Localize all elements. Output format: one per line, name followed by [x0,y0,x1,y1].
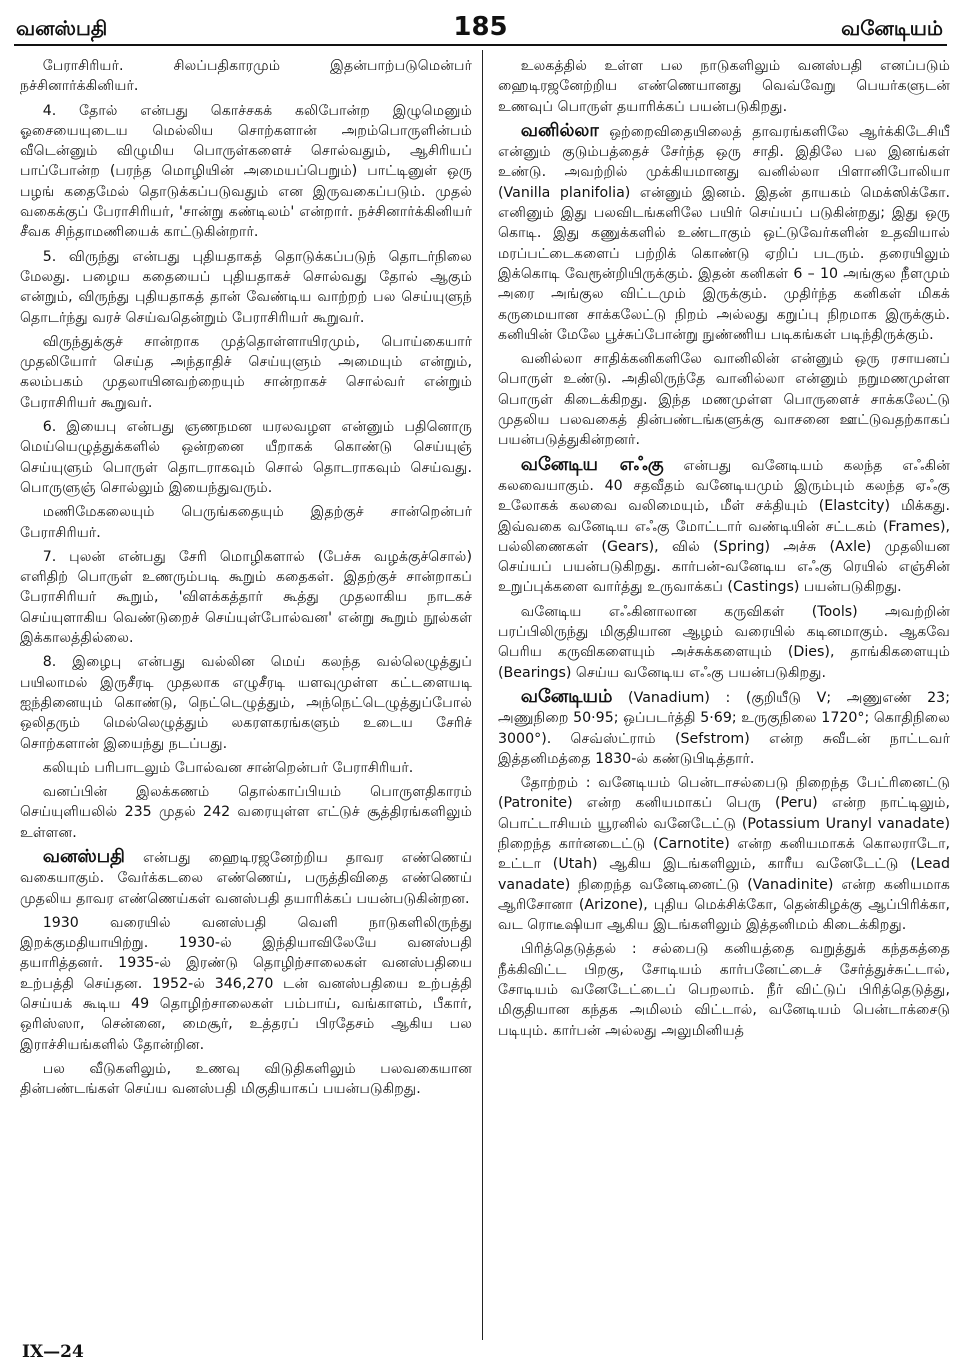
paragraph-text: என்பது ஹைடிரஜனேற்றிய தாவர எண்ணெய் வகையாகும். வேர்க்கடலை எண்ணெய், பருத்திவிதை எண்ணெய் முதலிய தாவர எண்ணெய்கள் வனஸ்பதி தயாரிக்கப் பயன்படுகின்றன. [20,849,472,907]
paragraph [498,349,950,450]
entry-headword: வனஸ்பதி [42,845,125,867]
entry-headword: வனேடிய எஃகு [520,453,664,475]
paragraph-text: கலியும் பரிபாடலும் போல்வன சான்றென்பர் பேராசிரியர். [42,759,414,776]
paragraph [20,247,472,328]
left-column [20,56,472,1104]
entry-headword: வனேடியம் [520,685,613,707]
paragraph-text: வனேடிய எஃகினாலான கருவிகள் (Tools) அவற்றின் பரப்பிலிருந்து மிகுதியான ஆழம் வரையில் கடினமாகும். ஆகவே பெரிய கருவிகளையும் அச்சுக்களையும் (Dies), தாங்கிகளையும் (Bearings) செய்ய வனேடிய எஃகு பயன்படுகிறது. [498,603,950,681]
paragraph-text: பேராசிரியர். சிலப்பதிகாரமும் இதன்பாற்படுமென்பர் நச்சினார்க்கினியர். [20,58,472,95]
paragraph [20,56,472,97]
paragraph [20,847,472,909]
paragraph [20,417,472,498]
paragraph-text: என்பது வனேடியம் கலந்த எஃகின் கலவையாகும். 40 சதவீதம் வனேடியமும் இரும்பும் கலந்த ஏஃகு உலோகக் கலவை வலிமையும், மீள் சக்தியும் (Elastcity) மிக்கது. இவ்வகை வனேடிய எஃகு மோட்டார் வண்டியின் சட்டகம் (Frames), பல்லிணைகள் (Gears), வில் (Spring) அச்சு (Axle) முதலியன செய்யப் பயன்படுகிறது. கார்பன்-வனேடிய எஃகு ரெயில் எஞ்சின் உறுப்புக்களை வார்த்து உருவாக்கப் (Castings) பயன்படுகிறது. [498,457,950,596]
column-divider [482,50,483,1340]
paragraph [498,773,950,935]
paragraph-text: பிரித்தெடுத்தல் : சல்பைடு கனியத்தை வறுத்துக் கந்தகத்தை நீக்கிவிட்ட பிறகு, சோடியம் கார்பனேட்டைச் சேர்த்துச்சுட்டால், சோடியம் வனேடேட்டைப் பெறலாம். நீர் விட்டுப் பிரித்தெடுத்து, மிகுதியான கந்தக அமிலம் விட்டால், வனேடியம் பென்டாக்சைடு படியும். கார்பன் அல்லது அலுமினியத் [498,941,950,1039]
paragraph [498,56,950,117]
paragraph [20,913,472,1055]
paragraph [20,332,472,413]
paragraph-text: வனில்லா சாதிக்கனிகளிலே வானிலின் என்னும் ஒரு ரசாயனப் பொருள் உண்டு. அதிலிருந்தே வானில்லா என்னும் நறுமணமுள்ள பொருள் கிடைக்கிறது. இந்த மணமுள்ள பொருளைச் சாக்கலேட்டு முதலிய பலவகைத் தின்பண்டங்களுக்கு வாசனை ஊட்டுவதற்காகப் பயன்படுத்துகின்றனர். [498,351,950,449]
paragraph-text: வனப்பின் இலக்கணம் தொல்காப்பியம் பொருளதிகாரம் செய்யுளியலில் 235 முதல் 242 வரையுள்ள எட்டுச் சூத்திரங்களிலும் உள்ளன. [20,784,472,841]
paragraph-text: 6. இயைபு என்பது ஞணநமன யரலவழள என்னும் பதினொரு மெய்யெழுத்துக்களில் ஒன்றனை யீறாகக் கொண்டு செய்யுஞ் செய்யுளும் பொருள் தொடராகவும் சொல் தொடராகவும் செய்வது. பொருளுஞ் சொல்லும் இயைந்துவரும். [20,419,472,496]
paragraph-text: விருந்துக்குச் சான்றாக முத்தொள்ளாயிரமும், பொய்கையார் முதலியோர் செய்த அந்தாதிச் செய்யுளும் அமையும் என்றும், கலம்பகம் முதலாயினவற்றையும் சான்றாகச் சொல்வர் என்றும் பேராசிரியர் கூறுவர். [20,333,472,411]
paragraph-text: ஒற்றைவிதையிலைத் தாவரங்களிலே ஆர்க்கிடேசியீ என்னும் குடும்பத்தைச் சேர்ந்த ஒரு சாதி. இதிலே பல இனங்கள் உண்டு. அவற்றில் முக்கியமானது வனில்லா பிளானிபோலியா (Vanilla planifolia) என்னும் இனம். இதன் தாயகம் மெக்ஸிக்கோ. எனினும் இது பலவிடங்களிலே பயிர் செய்யப் படுகின்றது; இது ஒரு கொடி. இது கணுக்களில் உண்டாகும் ஒட்டுவேர்களின் உதவியால் மரப்பட்டைகளைப் பற்றிக் கொண்டு ஏறிப் படரும். தரையிலும் இக்கொடி வேரூன்றியிருக்கும். இதன் கனிகள் 6 – 10 அங்குல நீளமும் அரை அங்குல விட்டமும் இருக்கும். முதிர்ந்த கனிகள் மிகக் கருமையான சாக்கலேட்டு நிறம் அல்லது கறுப்பு நிறமாக இருக்கும். கனியின் மேலே பூச்சுப்போன்று நுண்ணிய படிகங்கள் படிந்திருக்கும். [498,123,950,343]
paragraph [498,455,950,598]
paragraph [20,101,472,243]
paragraph [20,782,472,843]
paragraph-text: மணிமேகலையும் பெருங்கதையும் இதற்குச் சான்றென்பர் பேராசிரியர். [20,504,472,541]
paragraph-text: (Vanadium) : (குறியீடு V; அணுஎண் 23; அணுநிறை 50·95; ஒப்படர்த்தி 5·69; உருகுநிலை 1720°; கொதிநிலை 3000°). செவ்ஸ்ட்ராம் (Sefstrom) என்ற சுவீடன் நாட்டவர் இத்தனிமத்தை 1830-ல் கண்டுபிடித்தார். [498,689,950,767]
paragraph [20,547,472,648]
right-column [498,56,950,1045]
paragraph-text: 4. தோல் என்பது கொச்சகக் கலிபோன்ற இழுமெனும் ஓசையையுடைய மெல்லிய சொற்களான் அறம்பொருளின்பம் வீடென்னும் விழுமிய பொருள்களைச் சொல்வதும், ஆசிரியப் பாப்போன்ற (பரந்த மொழியின் அமையப்பெறும்) பாட்டினுள் ஒரு பழங் கதைமேல் தொடுக்கப்படுவதும் என இருவகைப்படும். முதல் வகைக்குப் பேராசிரியர், 'சான்று கண்டிலம்' என்றார். நச்சினார்க்கினியர் சீவக சிந்தாமணியைக் காட்டுகின்றார். [20,102,472,241]
footer-signature: IX—24 [22,1342,84,1362]
paragraph-text: 8. இழைபு என்பது வல்லின மெய் கலந்த வல்லெழுத்துப் பயிலாமல் இருசீரடி முதலாக எழுசீரடி யளவுமுள்ள கட்டளையடி ஐந்தினையும் கொண்டு, நெட்டெழுத்தும், அந்நெட்டெழுத்துப்போல் ஒலிதரும் மெல்லெழுத்தும் லகரளகரங்களும் உடைய சேரிச் சொற்களான் இயைந்து நடப்பது. [20,654,472,752]
paragraph [498,602,950,683]
page-number: 185 [453,12,508,42]
paragraph [498,687,950,769]
paragraph-text: 5. விருந்து என்பது புதியதாகத் தொடுக்கப்படுந் தொடர்நிலை மேலது. பழைய கதையைப் புதியதாகச் சொல்வது தோல் ஆகும் என்றும், விருந்து புதியதாகத் தான் வேண்டிய வாற்றற் பல செய்யுளுந் தொடர்ந்து வரச் செய்வதென்றும் பேராசிரியர் கூறுவர். [20,248,472,326]
paragraph [20,502,472,543]
entry-headword: வனில்லா [520,119,599,141]
paragraph-text: 7. புலன் என்பது சேரி மொழிகளால் (பேச்சு வழக்குச்சொல்) எளிதிற் பொருள் உணரும்படி கூறும் கதைகள். இதற்குச் சான்றாகப் பேராசிரியர் கூறும், 'விளக்கத்தார் கூத்து முதலாகிய நாடகச் செய்யுளாகிய வெண்டுறைச் செய்யுள்போல்வன' என்று கூறும் நூல்கள் இக்காலத்தில்லை. [20,548,472,647]
paragraph-text: தோற்றம் : வனேடியம் பென்டாசல்பைடு நிறைந்த பேட்ரினைட்டு (Patronite) என்ற கனியமாகப் பெரு (Peru) என்ற நாட்டிலும், பொட்டாசியம் யூரனில் வனேடேட்டு (Potassium Uranyl vanadate) நிறைந்த கார்னடைட்டு (Carnotite) என்ற கனியமாகக் கொலராடோ, உட்டா (Utah) ஆகிய இடங்களிலும், காரீய வனேடேட்டு (Lead vanadate) நிறைந்த வனேடினைட்டு (Vanadinite) என்ற கனியமாக ஆரிசோனா (Arizone), புதிய மெக்சிக்கோ, தென்கிழக்கு ஆப்பிரிக்கா, வட ரொடீஷியா ஆகிய இடங்களிலும் இத்தனிமம் கிடைக்கிறது. [498,775,950,934]
paragraph [20,1059,472,1100]
paragraph-text: உலகத்தில் உள்ள பல நாடுகளிலும் வனஸ்பதி எனப்படும் ஹைடிரஜனேற்றிய எண்ணெயானது வெவ்வேறு பெயர்களுடன் உணவுப் பொருள் தயாரிக்கப் பயன்படுகிறது. [498,58,950,115]
paragraph [498,121,950,345]
paragraph [20,758,472,778]
paragraph [498,939,950,1040]
paragraph [20,652,472,753]
page-header [14,10,947,46]
paragraph-text: 1930 வரையில் வனஸ்பதி வெளி நாடுகளிலிருந்து இறக்குமதியாயிற்று. 1930-ல் இந்தியாவிலேயே வனஸ்பதி தயாரித்தனர். 1935-ல் இரண்டு தொழிற்சாலைகள் வனஸ்பதியை உற்பத்தி செய்தன. 1952-ல் 346,270 டன் வனஸ்பதியை உற்பத்தி செய்யக் கூடிய 49 தொழிற்சாலைகள் பம்பாய், வங்காளம், பீகார், ஒரிஸ்ஸா, சென்னை, மைசூர், உத்தரப் பிரதேசம் ஆகிய பல இராச்சியங்களில் தோன்றின. [20,914,472,1053]
paragraph-text: பல வீடுகளிலும், உணவு விடுதிகளிலும் பலவகையான தின்பண்டங்கள் செய்ய வனஸ்பதி மிகுதியாகப் பயன்படுகிறது. [20,1060,472,1098]
header-right-title: வனேடியம் [841,16,943,40]
header-left-title: வனஸ்பதி [16,16,108,40]
